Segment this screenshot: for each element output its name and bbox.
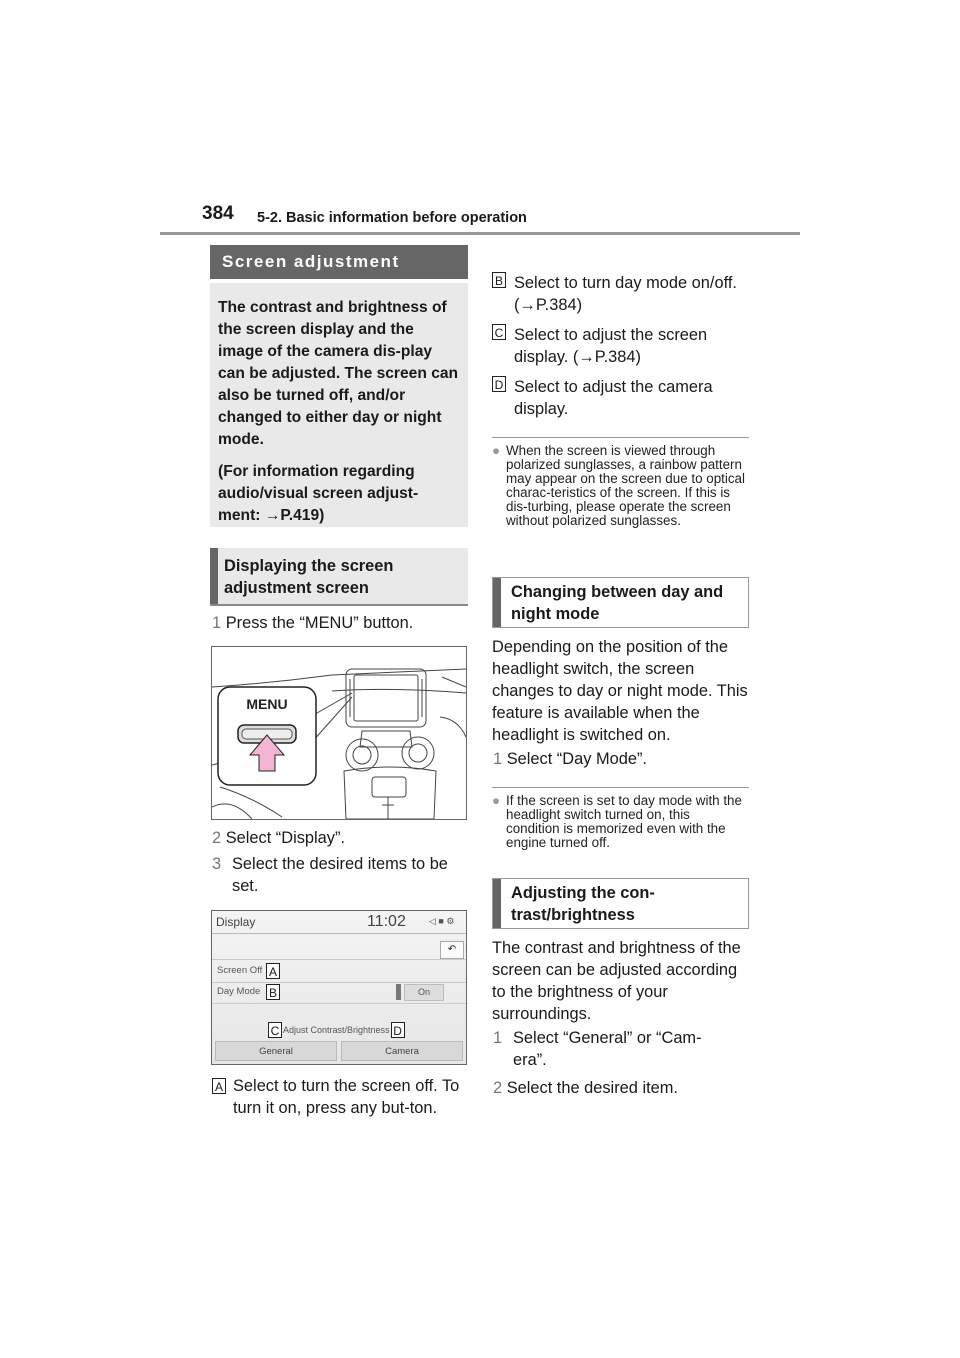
legend-label: A <box>212 1078 226 1094</box>
page-number: 384 <box>202 203 234 224</box>
step-number: 3 <box>212 855 222 873</box>
step-select-items <box>212 853 468 897</box>
day-mode-row[interactable] <box>212 981 466 1004</box>
camera-tab[interactable]: Camera <box>341 1041 463 1061</box>
step-select-general-camera <box>493 1027 751 1071</box>
menu-label: MENU <box>246 696 288 712</box>
step-number: 2 <box>212 829 222 847</box>
bullet-icon: ● <box>492 793 501 808</box>
day-mode-toggle[interactable]: On <box>404 984 444 1001</box>
heading-bar <box>493 578 501 627</box>
step-text: Select “Day Mode”. <box>506 750 647 768</box>
status-icons: ◁ ■ ⚙ <box>429 916 455 926</box>
contrast-body: The contrast and brightness of the screen can be adjusted according to the brightness of your surroundings. <box>492 939 741 1023</box>
header-rule <box>160 232 800 235</box>
label-a: A <box>266 963 280 979</box>
legend-item-c <box>492 324 742 368</box>
legend-item-b <box>492 272 742 316</box>
reference-text: (For information regarding audio/visual screen adjust-ment: →P.419) <box>218 463 419 524</box>
step-number: 2 <box>493 1079 503 1097</box>
step-number: 1 <box>493 1029 503 1047</box>
step-text: Select “General” or “Cam-era”. <box>513 1029 702 1069</box>
dashboard-figure <box>211 646 467 820</box>
step-select-display <box>212 827 468 849</box>
legend-label: C <box>492 324 506 340</box>
display-title: Display <box>216 915 256 929</box>
legend-label: B <box>492 272 506 288</box>
label-c: C <box>268 1022 282 1038</box>
screen-adjustment-title: Screen adjustment <box>210 245 468 279</box>
screen-off-label: Screen Off <box>217 965 263 976</box>
label-b: B <box>266 984 280 1000</box>
heading-bar <box>493 879 501 928</box>
note-rule <box>492 787 749 788</box>
heading-bar <box>210 548 218 606</box>
day-night-heading-text: Changing between day and night mode <box>511 582 724 623</box>
toggle-indicator <box>396 984 401 1000</box>
display-screen-figure <box>211 910 467 1065</box>
step-text: Press the “MENU” button. <box>225 614 414 632</box>
step-press-menu <box>212 612 468 634</box>
clock: 11:02 <box>367 913 406 930</box>
day-night-body: Depending on the position of the headlight switch, the screen changes to day or night mode. This feature is available when the headlight is switched on. <box>492 638 748 744</box>
note-text: If the screen is set to day mode with the headlight switch turned on, this condition is memorized even with the engine turned off. <box>506 793 742 850</box>
note-rule <box>492 437 749 438</box>
step-text: Select the desired item. <box>506 1079 678 1097</box>
step-select-day-mode <box>493 748 751 770</box>
displaying-heading-text: Displaying the screen adjustment screen <box>224 557 394 597</box>
legend-text: Select to turn day mode on/off. (→P.384) <box>514 274 737 314</box>
back-button[interactable]: ↶ <box>440 941 464 959</box>
step-number: 1 <box>493 750 503 768</box>
day-mode-label: Day Mode <box>217 986 261 997</box>
legend-item-d <box>492 376 742 420</box>
intro-text: The contrast and brightness of the screen display and the image of the camera dis-play can be adjusted. The screen can also be turned off, and/or changed to either day or night mode. <box>218 299 459 448</box>
bullet-icon: ● <box>492 443 501 458</box>
step-number: 1 <box>212 614 222 632</box>
general-tab[interactable]: General <box>215 1041 337 1061</box>
dashboard-illustration <box>212 647 466 819</box>
displaying-heading <box>210 548 468 606</box>
step-select-item <box>493 1077 751 1099</box>
label-d: D <box>391 1022 405 1038</box>
adjust-label: Adjust Contrast/Brightness <box>283 1025 390 1035</box>
step-text: Select the desired items to be set. <box>232 855 448 895</box>
screen-off-row[interactable] <box>212 959 466 983</box>
note-polarized <box>492 444 754 528</box>
contrast-heading-text: Adjusting the con-trast/brightness <box>511 883 655 924</box>
legend-text: Select to adjust the camera display. <box>514 378 713 418</box>
section-title: 5-2. Basic information before operation <box>257 210 527 226</box>
step-text: Select “Display”. <box>225 829 346 847</box>
display-screen <box>212 911 466 1064</box>
contrast-heading <box>492 878 749 929</box>
legend-label: D <box>492 376 506 392</box>
legend-item-a <box>212 1075 470 1119</box>
day-night-heading <box>492 577 749 628</box>
adjust-contrast-button[interactable] <box>268 1021 405 1039</box>
screen-adjustment-intro-box <box>210 283 468 527</box>
note-text: When the screen is viewed through polarized sunglasses, a rainbow pattern may appear on the screen due to optical charac-teristics of the screen. If this is dis-turbing, please operate the screen without polarized sunglasses. <box>506 443 745 528</box>
legend-text: Select to adjust the screen display. (→P.384) <box>514 326 708 366</box>
legend-text: Select to turn the screen off. To turn it on, press any but-ton. <box>233 1077 460 1117</box>
note-day-mode <box>492 794 742 850</box>
heading-underline <box>210 604 468 606</box>
